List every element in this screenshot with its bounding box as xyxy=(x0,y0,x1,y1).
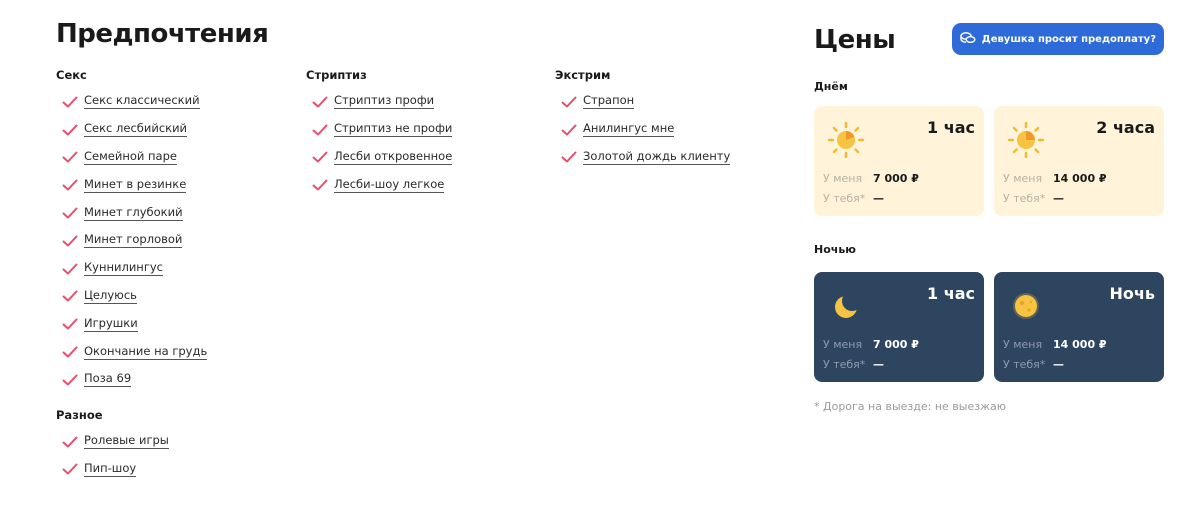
checkmark-icon xyxy=(62,318,78,330)
list-item xyxy=(56,456,296,484)
preference-link[interactable]: Стриптиз не профи xyxy=(334,121,453,136)
preference-link[interactable]: Целуюсь xyxy=(84,287,137,302)
preference-link[interactable]: Пип-шоу xyxy=(84,460,137,475)
checkmark-icon xyxy=(62,151,78,163)
price-card-day-2 xyxy=(994,106,1164,216)
preferences-title: Предпочтения xyxy=(56,19,269,49)
list-item xyxy=(56,310,296,338)
checkmark-icon xyxy=(561,151,577,163)
list-item xyxy=(56,255,296,283)
list-item xyxy=(306,171,546,199)
your-price-row xyxy=(1003,358,1064,371)
category-column-striptease xyxy=(306,68,546,199)
my-price-row xyxy=(823,172,919,185)
sun-icon xyxy=(826,120,866,160)
preference-link[interactable]: Анилингус мне xyxy=(583,121,675,136)
duration-label: Ночь xyxy=(1109,284,1155,303)
preference-link[interactable]: Лесби откровенное xyxy=(334,148,453,163)
night-label: Ночью xyxy=(814,243,856,256)
list-sex xyxy=(56,88,296,394)
your-price-label: У тебя* xyxy=(1003,358,1046,371)
price-card-night-1 xyxy=(814,272,984,382)
preference-link[interactable]: Куннилингус xyxy=(84,260,163,275)
price-card-night-2 xyxy=(994,272,1164,382)
list-item xyxy=(56,144,296,172)
list-item xyxy=(56,366,296,394)
my-price-value: 14 000 ₽ xyxy=(1053,338,1107,351)
your-price-value: — xyxy=(1053,192,1064,205)
my-price-label: У меня xyxy=(823,172,863,185)
preference-link[interactable]: Стриптиз профи xyxy=(334,93,435,108)
prepay-button[interactable] xyxy=(952,23,1164,55)
list-item xyxy=(56,171,296,199)
your-price-row xyxy=(1003,192,1064,205)
your-price-value: — xyxy=(1053,358,1064,371)
my-price-value: 14 000 ₽ xyxy=(1053,172,1107,185)
your-price-label: У тебя* xyxy=(823,192,866,205)
category-column-sex xyxy=(56,68,296,483)
preference-link[interactable]: Минет в резинке xyxy=(84,176,187,191)
preference-link[interactable]: Игрушки xyxy=(84,315,138,330)
moon-icon xyxy=(826,286,866,326)
checkmark-icon xyxy=(62,235,78,247)
list-item xyxy=(56,116,296,144)
checkmark-icon xyxy=(62,436,78,448)
list-item xyxy=(306,88,546,116)
my-price-row xyxy=(1003,338,1107,351)
preference-link[interactable]: Золотой дождь клиенту xyxy=(583,148,731,163)
category-title-sex: Секс xyxy=(56,68,87,82)
my-price-label: У меня xyxy=(823,338,863,351)
preference-link[interactable]: Ролевые игры xyxy=(84,433,169,448)
preference-link[interactable]: Поза 69 xyxy=(84,371,132,386)
list-item xyxy=(56,199,296,227)
list-item xyxy=(555,116,795,144)
my-price-value: 7 000 ₽ xyxy=(873,338,919,351)
my-price-row xyxy=(823,338,919,351)
preference-link[interactable]: Минет глубокий xyxy=(84,204,183,219)
preference-link[interactable]: Секс лесбийский xyxy=(84,121,188,136)
list-item xyxy=(306,116,546,144)
day-label: Днём xyxy=(814,80,848,93)
duration-label: 1 час xyxy=(927,118,975,137)
duration-label: 1 час xyxy=(927,284,975,303)
list-item xyxy=(555,88,795,116)
my-price-label: У меня xyxy=(1003,338,1043,351)
checkmark-icon xyxy=(62,96,78,108)
coins-icon xyxy=(960,31,976,48)
list-item xyxy=(56,428,296,456)
list-item xyxy=(306,144,546,172)
checkmark-icon xyxy=(312,151,328,163)
checkmark-icon xyxy=(62,374,78,386)
checkmark-icon xyxy=(312,124,328,136)
duration-label: 2 часа xyxy=(1096,118,1155,137)
checkmark-icon xyxy=(561,96,577,108)
list-item xyxy=(555,144,795,172)
list-misc xyxy=(56,428,296,484)
my-price-value: 7 000 ₽ xyxy=(873,172,919,185)
checkmark-icon xyxy=(62,463,78,475)
your-price-value: — xyxy=(873,358,884,371)
preference-link[interactable]: Секс классический xyxy=(84,93,200,108)
your-price-value: — xyxy=(873,192,884,205)
list-item xyxy=(56,227,296,255)
prepay-button-label: Девушка просит предоплату? xyxy=(981,33,1156,45)
checkmark-icon xyxy=(312,179,328,191)
price-card-day-1 xyxy=(814,106,984,216)
your-price-row xyxy=(823,358,884,371)
list-item xyxy=(56,338,296,366)
list-striptease xyxy=(306,88,546,199)
preference-link[interactable]: Окончание на грудь xyxy=(84,343,208,358)
checkmark-icon xyxy=(62,290,78,302)
checkmark-icon xyxy=(561,124,577,136)
category-column-extreme xyxy=(555,68,795,171)
sun-icon xyxy=(1006,120,1046,160)
prices-section xyxy=(814,22,1166,413)
checkmark-icon xyxy=(62,207,78,219)
your-price-row xyxy=(823,192,884,205)
your-price-label: У тебя* xyxy=(823,358,866,371)
list-extreme xyxy=(555,88,795,171)
my-price-label: У меня xyxy=(1003,172,1043,185)
prices-title: Цены xyxy=(814,25,896,55)
list-item xyxy=(56,88,296,116)
travel-note: * Дорога на выезде: не выезжаю xyxy=(814,400,1006,413)
checkmark-icon xyxy=(62,346,78,358)
preference-link[interactable]: Страпон xyxy=(583,93,635,108)
full-moon-icon xyxy=(1006,286,1046,326)
checkmark-icon xyxy=(62,263,78,275)
my-price-row xyxy=(1003,172,1107,185)
category-title-striptease: Стриптиз xyxy=(306,68,367,82)
category-title-misc: Разное xyxy=(56,407,103,422)
preferences-section xyxy=(56,18,776,475)
your-price-label: У тебя* xyxy=(1003,192,1046,205)
checkmark-icon xyxy=(62,179,78,191)
preference-link[interactable]: Лесби-шоу легкое xyxy=(334,176,445,191)
category-title-extreme: Экстрим xyxy=(555,68,611,82)
checkmark-icon xyxy=(312,96,328,108)
list-item xyxy=(56,283,296,311)
checkmark-icon xyxy=(62,124,78,136)
preference-link[interactable]: Семейной паре xyxy=(84,148,177,163)
preference-link[interactable]: Минет горловой xyxy=(84,232,183,247)
